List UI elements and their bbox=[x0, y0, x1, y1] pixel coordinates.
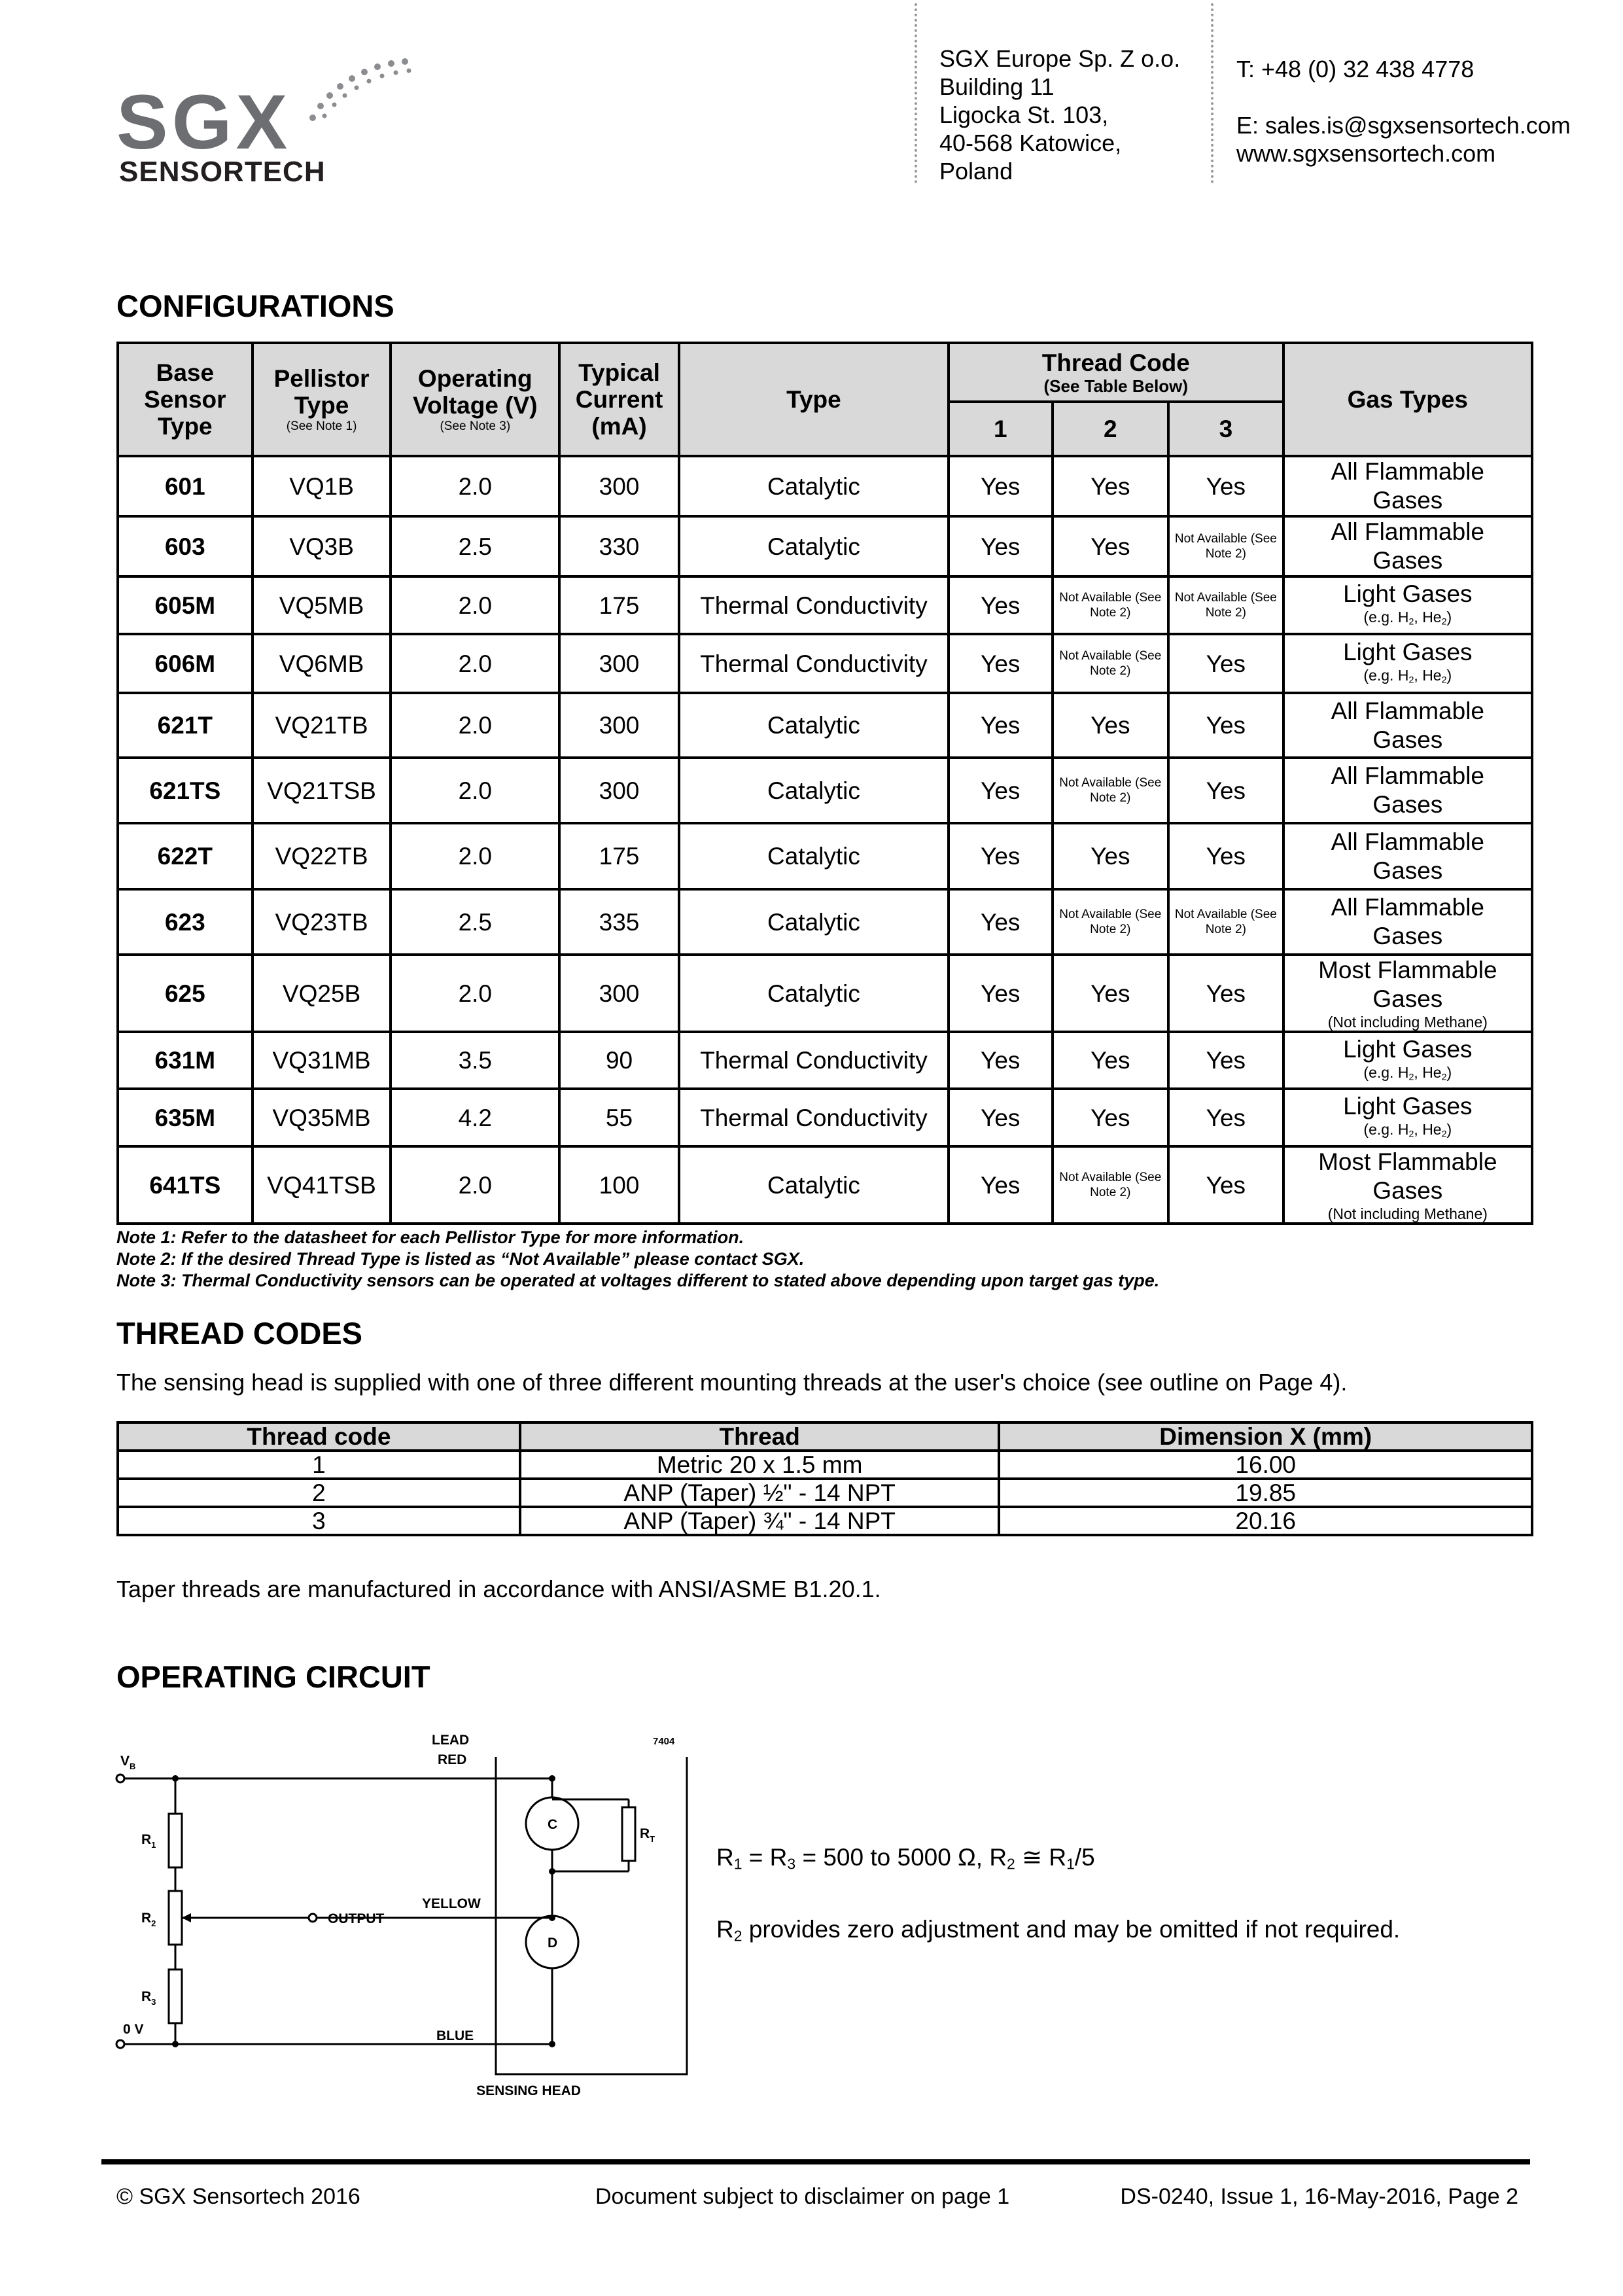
figure-number: 7404 bbox=[653, 1736, 675, 1747]
typical-current-cell: 55 bbox=[559, 1089, 679, 1146]
gas-types-text: Most Flammable Gases bbox=[1318, 1148, 1497, 1204]
config-row bbox=[118, 516, 1532, 576]
pellistor-type-label: Pellistor Type bbox=[273, 365, 370, 419]
sensor-type-cell: Catalytic bbox=[679, 516, 949, 576]
thread-1-cell: Yes bbox=[949, 1032, 1053, 1089]
footer-disclaimer: Document subject to disclaimer on page 1 bbox=[595, 2184, 1010, 2209]
col-header-base-sensor-type: Base Sensor Type bbox=[118, 343, 253, 456]
typical-current-cell: 300 bbox=[559, 758, 679, 823]
gas-types-text: Light Gases bbox=[1343, 1035, 1473, 1063]
base-sensor-type-cell: 603 bbox=[118, 516, 253, 576]
operating-voltage-cell: 2.5 bbox=[391, 889, 559, 955]
typical-current-cell: 300 bbox=[559, 955, 679, 1032]
taper-note: Taper threads are manufactured in accordance with ANSI/ASME B1.20.1. bbox=[116, 1576, 881, 1602]
zero-v-label: 0 V bbox=[123, 2022, 144, 2037]
gas-types-cell bbox=[1283, 576, 1532, 634]
thread-2-cell: Yes bbox=[1053, 516, 1169, 576]
zero-adjust-note: $R_2$ provides zero adjustment and may be omitted if not required. bbox=[716, 1916, 1401, 1945]
gas-types-text: All Flammable Gases bbox=[1331, 828, 1485, 884]
pellistor-type-cell: VQ6MB bbox=[253, 634, 391, 693]
gas-types-note: (e.g. $H_2$, $He_2$) bbox=[1363, 609, 1452, 627]
base-sensor-type-cell: 621T bbox=[118, 693, 253, 758]
thread-3-cell: Yes bbox=[1168, 758, 1283, 823]
typical-current-cell: 175 bbox=[559, 823, 679, 889]
thread-3-cell: Yes bbox=[1168, 693, 1283, 758]
yellow-label: YELLOW bbox=[422, 1896, 481, 1911]
thread-3-cell: Yes bbox=[1168, 823, 1283, 889]
operating-circuit-heading: OPERATING CIRCUIT bbox=[116, 1659, 430, 1694]
gas-types-cell bbox=[1283, 758, 1532, 823]
sensor-type-cell: Catalytic bbox=[679, 758, 949, 823]
config-row bbox=[118, 758, 1532, 823]
typical-current-cell: 90 bbox=[559, 1032, 679, 1089]
thread-2-cell bbox=[1053, 576, 1169, 634]
dimension-cell: 20.16 bbox=[999, 1507, 1532, 1535]
col-header-typical-current: Typical Current (mA) bbox=[559, 343, 679, 456]
operating-voltage-cell: 2.0 bbox=[391, 823, 559, 889]
not-available-text: Not Available (See Note 2) bbox=[1174, 532, 1277, 561]
gas-types-text: All Flammable Gases bbox=[1331, 697, 1485, 753]
company-logo bbox=[116, 26, 424, 190]
base-sensor-type-cell: 622T bbox=[118, 823, 253, 889]
gas-types-cell bbox=[1283, 955, 1532, 1032]
typical-current-cell: 300 bbox=[559, 693, 679, 758]
lead-label: LEAD bbox=[432, 1733, 470, 1748]
website-link[interactable]: www.sgxsensortech.com bbox=[1236, 140, 1496, 167]
thread-2-cell bbox=[1053, 758, 1169, 823]
thread-codes-intro: The sensing head is supplied with one of three different mounting threads at the user's choice (see outline on Page 4). bbox=[116, 1369, 1348, 1396]
header-divider bbox=[1211, 3, 1213, 183]
thread-cell: Metric 20 x 1.5 mm bbox=[520, 1451, 1000, 1479]
email-link[interactable]: E: sales.is@sgxsensortech.com bbox=[1236, 112, 1571, 139]
sensor-type-cell: Thermal Conductivity bbox=[679, 576, 949, 634]
gas-types-text: Light Gases bbox=[1343, 580, 1473, 608]
sensor-type-cell: Catalytic bbox=[679, 889, 949, 955]
thread-3-cell: Yes bbox=[1168, 1032, 1283, 1089]
typical-current-cell: 300 bbox=[559, 634, 679, 693]
base-sensor-type-cell: 641TS bbox=[118, 1146, 253, 1224]
operating-voltage-cell: 3.5 bbox=[391, 1032, 559, 1089]
gas-types-text: Most Flammable Gases bbox=[1318, 957, 1497, 1012]
note-1: Note 1: Refer to the datasheet for each Pellistor Type for more information. bbox=[116, 1227, 744, 1247]
col-header-dimension: Dimension X (mm) bbox=[999, 1422, 1532, 1451]
thread-1-cell: Yes bbox=[949, 955, 1053, 1032]
footer-copyright: © SGX Sensortech 2016 bbox=[116, 2184, 360, 2209]
address-line: 40-568 Katowice, bbox=[939, 130, 1122, 156]
resistor-equation: $R_1 = R_3 = 500$ to 5000 Ω, $R_2$ ≅ $R_1/5$ bbox=[716, 1844, 1095, 1873]
not-available-text: Not Available (See Note 2) bbox=[1059, 649, 1162, 678]
thread-2-cell: Yes bbox=[1053, 693, 1169, 758]
header-divider bbox=[915, 3, 917, 183]
pellistor-type-cell: VQ25B bbox=[253, 955, 391, 1032]
thread-1-cell: Yes bbox=[949, 758, 1053, 823]
thread-2-cell bbox=[1053, 1146, 1169, 1224]
resistor-r1 bbox=[169, 1814, 182, 1867]
r3-label: $R_3$ bbox=[141, 1989, 156, 2007]
not-available-text: Not Available (See Note 2) bbox=[1059, 908, 1162, 936]
address-line: Poland bbox=[939, 158, 1013, 185]
col-header-thread: Thread bbox=[520, 1422, 1000, 1451]
gas-types-note: (e.g. $H_2$, $He_2$) bbox=[1363, 667, 1452, 686]
thread-3-cell: Yes bbox=[1168, 1146, 1283, 1224]
address-line: SGX Europe Sp. Z o.o. bbox=[939, 45, 1181, 72]
operating-voltage-cell: 2.0 bbox=[391, 456, 559, 516]
config-row bbox=[118, 1089, 1532, 1146]
gas-types-cell bbox=[1283, 1146, 1532, 1224]
sensor-type-cell: Catalytic bbox=[679, 955, 949, 1032]
gas-types-cell bbox=[1283, 889, 1532, 955]
gas-types-text: Light Gases bbox=[1343, 639, 1473, 666]
pellistor-type-cell: VQ22TB bbox=[253, 823, 391, 889]
gas-types-cell bbox=[1283, 516, 1532, 576]
gas-types-text: Light Gases bbox=[1343, 1093, 1473, 1120]
gas-types-text: All Flammable Gases bbox=[1331, 518, 1485, 574]
thread-row bbox=[118, 1451, 1532, 1479]
company-address bbox=[939, 44, 1180, 185]
thread-code-note: (See Table Below) bbox=[1043, 376, 1189, 396]
config-row bbox=[118, 693, 1532, 758]
thread-3-cell bbox=[1168, 516, 1283, 576]
resistor-r2 bbox=[169, 1891, 182, 1945]
thread-2-cell: Yes bbox=[1053, 456, 1169, 516]
col-header-operating-voltage bbox=[391, 343, 559, 456]
gas-types-cell bbox=[1283, 693, 1532, 758]
operating-voltage-cell: 2.0 bbox=[391, 758, 559, 823]
rt-label: $R_T$ bbox=[640, 1826, 655, 1844]
d-label: D bbox=[548, 1935, 558, 1951]
config-row bbox=[118, 1146, 1532, 1224]
logo-sub-text: SENSORTECH bbox=[119, 156, 326, 188]
not-available-text: Not Available (See Note 2) bbox=[1174, 591, 1277, 620]
operating-voltage-note: (See Note 3) bbox=[440, 419, 511, 433]
operating-voltage-cell: 2.0 bbox=[391, 955, 559, 1032]
col-header-thread-code: Thread code bbox=[118, 1422, 520, 1451]
thread-2-cell: Yes bbox=[1053, 1089, 1169, 1146]
thread-codes-table bbox=[116, 1421, 1533, 1536]
thread-3-cell: Yes bbox=[1168, 456, 1283, 516]
sensor-type-cell: Thermal Conductivity bbox=[679, 1032, 949, 1089]
sensor-type-cell: Catalytic bbox=[679, 456, 949, 516]
not-available-text: Not Available (See Note 2) bbox=[1059, 591, 1162, 620]
r2-label: $R_2$ bbox=[141, 1911, 156, 1928]
dimension-cell: 19.85 bbox=[999, 1479, 1532, 1507]
thread-code-cell: 3 bbox=[118, 1507, 520, 1535]
col-header-thread-1: 1 bbox=[949, 402, 1053, 456]
config-row bbox=[118, 576, 1532, 634]
col-header-type: Type bbox=[679, 343, 949, 456]
note-2: Note 2: If the desired Thread Type is listed as “Not Available” please contact SGX. bbox=[116, 1249, 805, 1269]
pellistor-type-cell: VQ21TSB bbox=[253, 758, 391, 823]
thread-cell: ANP (Taper) ¾" - 14 NPT bbox=[520, 1507, 1000, 1535]
thread-2-cell bbox=[1053, 634, 1169, 693]
pellistor-type-cell: VQ35MB bbox=[253, 1089, 391, 1146]
thread-2-cell bbox=[1053, 889, 1169, 955]
thread-3-cell: Yes bbox=[1168, 634, 1283, 693]
col-header-thread-3: 3 bbox=[1168, 402, 1283, 456]
thread-1-cell: Yes bbox=[949, 1146, 1053, 1224]
thread-3-cell bbox=[1168, 889, 1283, 955]
base-sensor-type-cell: 621TS bbox=[118, 758, 253, 823]
operating-voltage-label: Operating Voltage (V) bbox=[413, 365, 538, 419]
resistor-r3 bbox=[169, 1969, 182, 2023]
sensor-type-cell: Catalytic bbox=[679, 693, 949, 758]
thread-2-cell: Yes bbox=[1053, 1032, 1169, 1089]
thread-cell: ANP (Taper) ½" - 14 NPT bbox=[520, 1479, 1000, 1507]
pellistor-type-cell: VQ21TB bbox=[253, 693, 391, 758]
configurations-table bbox=[116, 342, 1533, 1225]
operating-voltage-cell: 2.0 bbox=[391, 1146, 559, 1224]
typical-current-cell: 100 bbox=[559, 1146, 679, 1224]
pellistor-type-cell: VQ3B bbox=[253, 516, 391, 576]
red-label: RED bbox=[438, 1752, 467, 1767]
thread-1-cell: Yes bbox=[949, 889, 1053, 955]
gas-types-cell bbox=[1283, 456, 1532, 516]
gas-types-cell bbox=[1283, 1089, 1532, 1146]
typical-current-cell: 300 bbox=[559, 456, 679, 516]
config-row bbox=[118, 1032, 1532, 1089]
gas-types-note: (Not including Methane) bbox=[1327, 1014, 1488, 1031]
base-sensor-type-cell: 601 bbox=[118, 456, 253, 516]
gas-types-cell bbox=[1283, 1032, 1532, 1089]
typical-current-cell: 330 bbox=[559, 516, 679, 576]
gas-types-cell bbox=[1283, 823, 1532, 889]
col-header-pellistor-type bbox=[253, 343, 391, 456]
base-sensor-type-cell: 623 bbox=[118, 889, 253, 955]
operating-circuit-diagram bbox=[116, 1714, 705, 2098]
thread-2-cell: Yes bbox=[1053, 955, 1169, 1032]
sensing-head-label: SENSING HEAD bbox=[476, 2083, 581, 2098]
c-label: C bbox=[548, 1817, 558, 1832]
thread-1-cell: Yes bbox=[949, 576, 1053, 634]
footer-doc-ref: DS-0240, Issue 1, 16-May-2016, Page 2 bbox=[1120, 2184, 1518, 2209]
sensor-type-cell: Thermal Conductivity bbox=[679, 634, 949, 693]
thread-1-cell: Yes bbox=[949, 1089, 1053, 1146]
thread-1-cell: Yes bbox=[949, 693, 1053, 758]
col-header-thread-code bbox=[949, 343, 1283, 402]
thread-1-cell: Yes bbox=[949, 456, 1053, 516]
vb-label: $V_B$ bbox=[120, 1754, 136, 1771]
phone-number: T: +48 (0) 32 438 4778 bbox=[1236, 56, 1475, 82]
config-row bbox=[118, 634, 1532, 693]
operating-voltage-cell: 2.0 bbox=[391, 634, 559, 693]
config-row bbox=[118, 823, 1532, 889]
pellistor-type-cell: VQ5MB bbox=[253, 576, 391, 634]
dimension-cell: 16.00 bbox=[999, 1451, 1532, 1479]
address-line: Building 11 bbox=[939, 73, 1055, 100]
thread-1-cell: Yes bbox=[949, 516, 1053, 576]
thread-3-cell bbox=[1168, 576, 1283, 634]
thread-1-cell: Yes bbox=[949, 634, 1053, 693]
r1-label: $R_1$ bbox=[141, 1832, 156, 1850]
typical-current-cell: 175 bbox=[559, 576, 679, 634]
output-label: OUTPUT bbox=[328, 1911, 385, 1926]
base-sensor-type-cell: 606M bbox=[118, 634, 253, 693]
sensor-type-cell: Thermal Conductivity bbox=[679, 1089, 949, 1146]
not-available-text: Not Available (See Note 2) bbox=[1059, 776, 1162, 805]
thread-code-label: Thread Code bbox=[1041, 349, 1190, 376]
gas-types-note: (e.g. $H_2$, $He_2$) bbox=[1363, 1063, 1452, 1083]
thread-3-cell: Yes bbox=[1168, 1089, 1283, 1146]
note-3: Note 3: Thermal Conductivity sensors can be operated at voltages different to stated above depending upon target gas type. bbox=[116, 1271, 1160, 1290]
thread-codes-heading: THREAD CODES bbox=[116, 1316, 363, 1351]
base-sensor-type-cell: 631M bbox=[118, 1032, 253, 1089]
gas-types-note: (Not including Methane) bbox=[1327, 1205, 1488, 1222]
pellistor-type-cell: VQ41TSB bbox=[253, 1146, 391, 1224]
gas-types-text: All Flammable Gases bbox=[1331, 762, 1485, 818]
configurations-heading: CONFIGURATIONS bbox=[116, 289, 394, 323]
thread-2-cell: Yes bbox=[1053, 823, 1169, 889]
operating-voltage-cell: 2.0 bbox=[391, 576, 559, 634]
contact-info bbox=[1236, 55, 1571, 168]
base-sensor-type-cell: 605M bbox=[118, 576, 253, 634]
gas-types-cell bbox=[1283, 634, 1532, 693]
config-row bbox=[118, 456, 1532, 516]
pellistor-type-cell: VQ1B bbox=[253, 456, 391, 516]
operating-voltage-cell: 2.0 bbox=[391, 693, 559, 758]
sensor-type-cell: Catalytic bbox=[679, 1146, 949, 1224]
pellistor-type-cell: VQ31MB bbox=[253, 1032, 391, 1089]
gas-types-text: All Flammable Gases bbox=[1331, 458, 1485, 514]
not-available-text: Not Available (See Note 2) bbox=[1059, 1171, 1162, 1199]
thread-row bbox=[118, 1479, 1532, 1507]
operating-voltage-cell: 2.5 bbox=[391, 516, 559, 576]
footer-rule bbox=[101, 2159, 1530, 2164]
thread-row bbox=[118, 1507, 1532, 1535]
gas-types-text: All Flammable Gases bbox=[1331, 894, 1485, 949]
blue-label: BLUE bbox=[436, 2028, 474, 2043]
address-line: Ligocka St. 103, bbox=[939, 101, 1109, 128]
sensing-head-box bbox=[496, 1757, 687, 2074]
base-sensor-type-cell: 625 bbox=[118, 955, 253, 1032]
gas-types-note: (e.g. $H_2$, $He_2$) bbox=[1363, 1121, 1452, 1140]
thread-code-cell: 1 bbox=[118, 1451, 520, 1479]
thread-1-cell: Yes bbox=[949, 823, 1053, 889]
operating-voltage-cell: 4.2 bbox=[391, 1089, 559, 1146]
not-available-text: Not Available (See Note 2) bbox=[1174, 908, 1277, 936]
thread-3-cell: Yes bbox=[1168, 955, 1283, 1032]
config-row bbox=[118, 955, 1532, 1032]
base-sensor-type-cell: 635M bbox=[118, 1089, 253, 1146]
col-header-thread-2: 2 bbox=[1053, 402, 1169, 456]
config-row bbox=[118, 889, 1532, 955]
sensor-type-cell: Catalytic bbox=[679, 823, 949, 889]
resistor-rt bbox=[622, 1807, 635, 1861]
thread-code-cell: 2 bbox=[118, 1479, 520, 1507]
typical-current-cell: 335 bbox=[559, 889, 679, 955]
pellistor-type-cell: VQ23TB bbox=[253, 889, 391, 955]
pellistor-type-note: (See Note 1) bbox=[286, 419, 357, 433]
col-header-gas-types: Gas Types bbox=[1283, 343, 1532, 456]
logo-main-text: SGX bbox=[116, 79, 292, 166]
